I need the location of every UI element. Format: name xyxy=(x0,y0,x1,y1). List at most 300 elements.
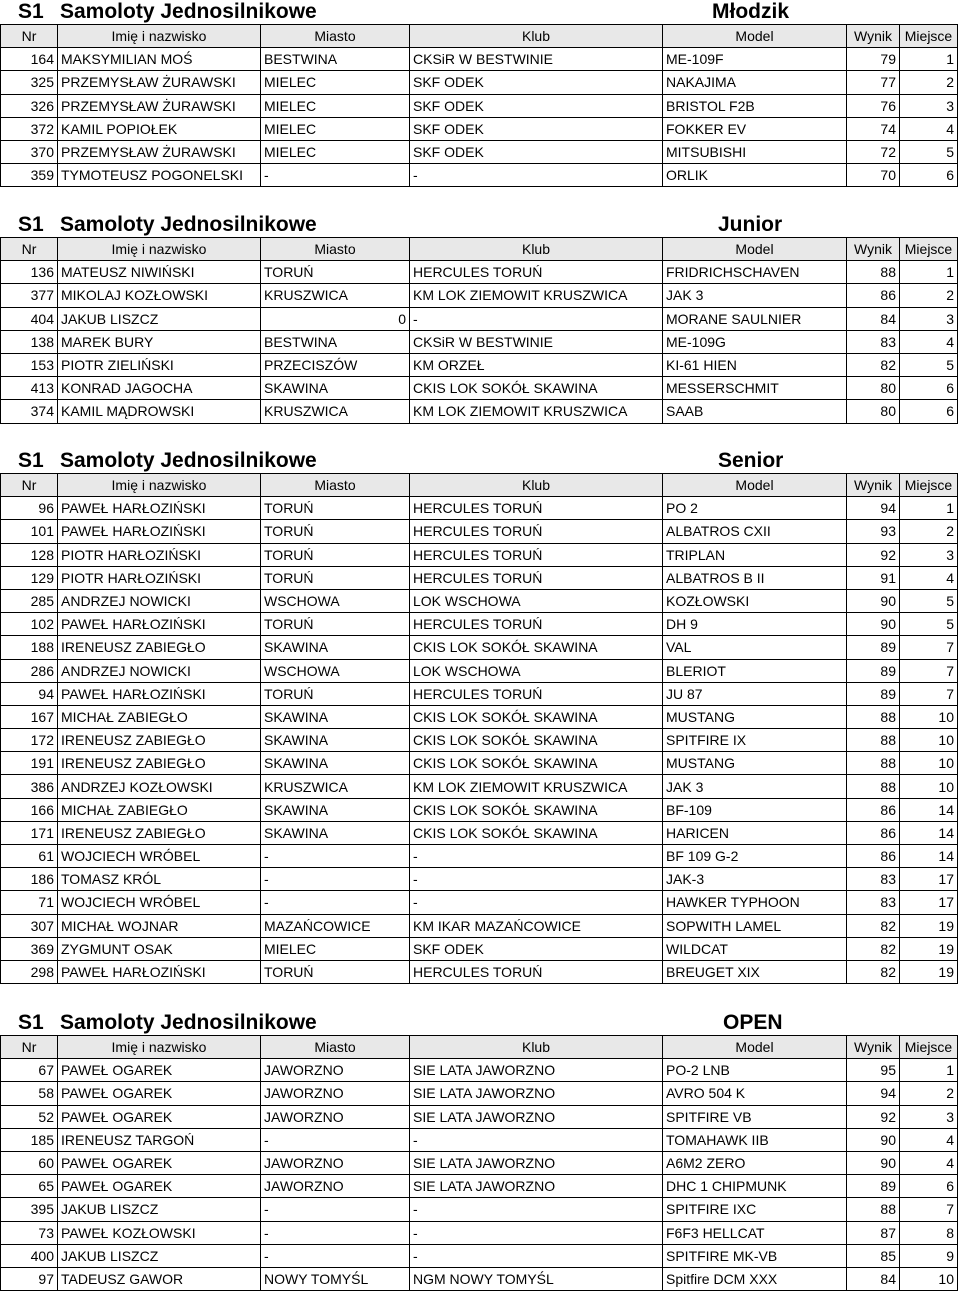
cell-city: SKAWINA xyxy=(261,729,410,752)
cell-result: 90 xyxy=(847,1128,900,1151)
cell-name: IRENEUSZ ZABIEGŁO xyxy=(58,821,261,844)
cell-city: MAZAŃCOWICE xyxy=(261,914,410,937)
cell-model: DHC 1 CHIPMUNK xyxy=(663,1175,847,1198)
cell-result: 89 xyxy=(847,659,900,682)
cell-nr: 129 xyxy=(1,566,58,589)
cell-name: ANDRZEJ NOWICKI xyxy=(58,659,261,682)
cell-club: KM LOK ZIEMOWIT KRUSZWICA xyxy=(410,400,663,423)
cell-model: SPITFIRE MK-VB xyxy=(663,1244,847,1267)
column-header-city: Miasto xyxy=(261,1036,410,1059)
results-table xyxy=(0,237,958,424)
cell-model: ALBATROS B II xyxy=(663,566,847,589)
cell-club: SKF ODEK xyxy=(410,94,663,117)
cell-name: PAWEŁ OGAREK xyxy=(58,1059,261,1082)
cell-place: 4 xyxy=(900,330,958,353)
cell-club: HERCULES TORUŃ xyxy=(410,543,663,566)
table-row xyxy=(1,1105,958,1128)
cell-name: JAKUB LISZCZ xyxy=(58,1198,261,1221)
cell-model: JAK 3 xyxy=(663,284,847,307)
cell-result: 82 xyxy=(847,914,900,937)
cell-result: 86 xyxy=(847,821,900,844)
cell-city: MIELEC xyxy=(261,71,410,94)
cell-club: SIE LATA JAWORZNO xyxy=(410,1082,663,1105)
cell-nr: 60 xyxy=(1,1151,58,1174)
cell-result: 86 xyxy=(847,798,900,821)
table-row xyxy=(1,613,958,636)
table-row xyxy=(1,1059,958,1082)
cell-name: MAREK BURY xyxy=(58,330,261,353)
cell-city: MIELEC xyxy=(261,937,410,960)
cell-place: 5 xyxy=(900,140,958,163)
cell-city: JAWORZNO xyxy=(261,1059,410,1082)
cell-place: 1 xyxy=(900,48,958,71)
table-header-row xyxy=(1,25,958,48)
cell-name: PRZEMYSŁAW ŻURAWSKI xyxy=(58,140,261,163)
column-header-club: Klub xyxy=(410,1036,663,1059)
cell-result: 84 xyxy=(847,307,900,330)
cell-club: KM IKAR MAZAŃCOWICE xyxy=(410,914,663,937)
column-header-city: Miasto xyxy=(261,238,410,261)
cell-nr: 58 xyxy=(1,1082,58,1105)
column-header-place: Miejsce xyxy=(900,25,958,48)
cell-nr: 71 xyxy=(1,891,58,914)
cell-model: DH 9 xyxy=(663,613,847,636)
cell-name: MATEUSZ NIWIŃSKI xyxy=(58,261,261,284)
cell-model: ME-109F xyxy=(663,48,847,71)
cell-club: - xyxy=(410,868,663,891)
cell-club: CKIS LOK SOKÓŁ SKAWINA xyxy=(410,729,663,752)
column-header-result: Wynik xyxy=(847,1036,900,1059)
cell-name: PAWEŁ HARŁOZIŃSKI xyxy=(58,520,261,543)
column-header-city: Miasto xyxy=(261,474,410,497)
cell-place: 6 xyxy=(900,164,958,187)
cell-club: CKIS LOK SOKÓŁ SKAWINA xyxy=(410,636,663,659)
cell-result: 88 xyxy=(847,775,900,798)
table-row xyxy=(1,71,958,94)
cell-city: TORUŃ xyxy=(261,497,410,520)
table-row xyxy=(1,164,958,187)
cell-result: 89 xyxy=(847,682,900,705)
table-row xyxy=(1,117,958,140)
cell-model: KI-61 HIEN xyxy=(663,353,847,376)
column-header-place: Miejsce xyxy=(900,1036,958,1059)
cell-name: PAWEŁ OGAREK xyxy=(58,1175,261,1198)
cell-result: 89 xyxy=(847,1175,900,1198)
section-title xyxy=(0,0,960,24)
cell-place: 5 xyxy=(900,589,958,612)
table-row xyxy=(1,798,958,821)
table-row xyxy=(1,307,958,330)
table-row xyxy=(1,261,958,284)
cell-result: 74 xyxy=(847,117,900,140)
cell-result: 90 xyxy=(847,613,900,636)
cell-nr: 136 xyxy=(1,261,58,284)
section-category: Junior xyxy=(718,213,783,236)
cell-nr: 286 xyxy=(1,659,58,682)
cell-result: 86 xyxy=(847,284,900,307)
table-row xyxy=(1,1221,958,1244)
cell-nr: 188 xyxy=(1,636,58,659)
cell-model: HARICEN xyxy=(663,821,847,844)
cell-name: PAWEŁ OGAREK xyxy=(58,1151,261,1174)
section-category: Młodzik xyxy=(712,0,789,23)
cell-nr: 52 xyxy=(1,1105,58,1128)
cell-model: ME-109G xyxy=(663,330,847,353)
cell-city: - xyxy=(261,1221,410,1244)
table-row xyxy=(1,729,958,752)
cell-nr: 128 xyxy=(1,543,58,566)
cell-place: 1 xyxy=(900,1059,958,1082)
table-row xyxy=(1,566,958,589)
cell-place: 19 xyxy=(900,937,958,960)
cell-nr: 172 xyxy=(1,729,58,752)
cell-nr: 102 xyxy=(1,613,58,636)
cell-result: 83 xyxy=(847,868,900,891)
cell-nr: 186 xyxy=(1,868,58,891)
cell-nr: 65 xyxy=(1,1175,58,1198)
cell-nr: 395 xyxy=(1,1198,58,1221)
cell-nr: 374 xyxy=(1,400,58,423)
column-header-result: Wynik xyxy=(847,474,900,497)
cell-result: 95 xyxy=(847,1059,900,1082)
cell-model: MITSUBISHI xyxy=(663,140,847,163)
table-row xyxy=(1,1082,958,1105)
column-header-place: Miejsce xyxy=(900,474,958,497)
cell-city: TORUŃ xyxy=(261,566,410,589)
cell-model: PO 2 xyxy=(663,497,847,520)
cell-model: MUSTANG xyxy=(663,752,847,775)
cell-name: MICHAŁ ZABIEGŁO xyxy=(58,705,261,728)
cell-nr: 166 xyxy=(1,798,58,821)
table-header-row xyxy=(1,1036,958,1059)
cell-model: KOZŁOWSKI xyxy=(663,589,847,612)
cell-city: JAWORZNO xyxy=(261,1105,410,1128)
cell-name: PAWEŁ HARŁOZIŃSKI xyxy=(58,682,261,705)
section-code: S1 xyxy=(18,1011,44,1034)
cell-nr: 404 xyxy=(1,307,58,330)
section-code: S1 xyxy=(18,0,44,23)
table-header-row xyxy=(1,474,958,497)
cell-nr: 138 xyxy=(1,330,58,353)
cell-place: 7 xyxy=(900,682,958,705)
column-header-model: Model xyxy=(663,1036,847,1059)
cell-model: BLERIOT xyxy=(663,659,847,682)
table-row xyxy=(1,48,958,71)
cell-model: JU 87 xyxy=(663,682,847,705)
cell-city: KRUSZWICA xyxy=(261,775,410,798)
cell-nr: 94 xyxy=(1,682,58,705)
cell-name: ANDRZEJ NOWICKI xyxy=(58,589,261,612)
cell-club: CKSiR W BESTWINIE xyxy=(410,330,663,353)
cell-city: TORUŃ xyxy=(261,613,410,636)
table-row xyxy=(1,775,958,798)
column-header-model: Model xyxy=(663,238,847,261)
cell-club: - xyxy=(410,164,663,187)
column-header-nr: Nr xyxy=(1,238,58,261)
cell-place: 3 xyxy=(900,1105,958,1128)
cell-city: - xyxy=(261,891,410,914)
cell-club: SKF ODEK xyxy=(410,117,663,140)
table-row xyxy=(1,1267,958,1290)
cell-result: 70 xyxy=(847,164,900,187)
table-row xyxy=(1,937,958,960)
cell-model: SOPWITH LAMEL xyxy=(663,914,847,937)
cell-nr: 171 xyxy=(1,821,58,844)
cell-city: JAWORZNO xyxy=(261,1175,410,1198)
cell-nr: 97 xyxy=(1,1267,58,1290)
table-row xyxy=(1,1198,958,1221)
cell-city: TORUŃ xyxy=(261,960,410,983)
cell-city: KRUSZWICA xyxy=(261,284,410,307)
cell-city: JAWORZNO xyxy=(261,1082,410,1105)
table-row xyxy=(1,821,958,844)
table-row xyxy=(1,659,958,682)
cell-city: PRZECISZÓW xyxy=(261,353,410,376)
cell-nr: 191 xyxy=(1,752,58,775)
cell-club: HERCULES TORUŃ xyxy=(410,960,663,983)
cell-city: SKAWINA xyxy=(261,798,410,821)
column-header-model: Model xyxy=(663,474,847,497)
cell-model: PO-2 LNB xyxy=(663,1059,847,1082)
cell-model: BREUGET XIX xyxy=(663,960,847,983)
cell-result: 86 xyxy=(847,845,900,868)
cell-name: JAKUB LISZCZ xyxy=(58,307,261,330)
cell-result: 92 xyxy=(847,543,900,566)
cell-club: SIE LATA JAWORZNO xyxy=(410,1175,663,1198)
cell-model: AVRO 504 K xyxy=(663,1082,847,1105)
section-title xyxy=(0,1011,960,1035)
table-row xyxy=(1,960,958,983)
cell-nr: 326 xyxy=(1,94,58,117)
cell-result: 89 xyxy=(847,636,900,659)
cell-club: HERCULES TORUŃ xyxy=(410,566,663,589)
cell-result: 82 xyxy=(847,937,900,960)
cell-name: ZYGMUNT OSAK xyxy=(58,937,261,960)
cell-club: KM LOK ZIEMOWIT KRUSZWICA xyxy=(410,775,663,798)
cell-result: 87 xyxy=(847,1221,900,1244)
cell-nr: 325 xyxy=(1,71,58,94)
cell-club: KM LOK ZIEMOWIT KRUSZWICA xyxy=(410,284,663,307)
cell-model: A6M2 ZERO xyxy=(663,1151,847,1174)
cell-club: - xyxy=(410,1128,663,1151)
table-row xyxy=(1,868,958,891)
cell-place: 10 xyxy=(900,752,958,775)
cell-place: 4 xyxy=(900,1151,958,1174)
cell-club: CKIS LOK SOKÓŁ SKAWINA xyxy=(410,821,663,844)
cell-club: NGM NOWY TOMYŚL xyxy=(410,1267,663,1290)
table-row xyxy=(1,284,958,307)
cell-result: 82 xyxy=(847,353,900,376)
cell-nr: 153 xyxy=(1,353,58,376)
cell-name: ANDRZEJ KOZŁOWSKI xyxy=(58,775,261,798)
cell-result: 72 xyxy=(847,140,900,163)
cell-city: - xyxy=(261,1244,410,1267)
results-table xyxy=(0,473,958,984)
cell-nr: 164 xyxy=(1,48,58,71)
column-header-place: Miejsce xyxy=(900,238,958,261)
cell-place: 2 xyxy=(900,520,958,543)
cell-place: 2 xyxy=(900,1082,958,1105)
cell-place: 7 xyxy=(900,636,958,659)
cell-model: MORANE SAULNIER xyxy=(663,307,847,330)
cell-place: 19 xyxy=(900,960,958,983)
cell-place: 17 xyxy=(900,868,958,891)
section-code: S1 xyxy=(18,213,44,236)
cell-nr: 386 xyxy=(1,775,58,798)
cell-nr: 370 xyxy=(1,140,58,163)
cell-club: - xyxy=(410,1244,663,1267)
cell-nr: 285 xyxy=(1,589,58,612)
cell-nr: 369 xyxy=(1,937,58,960)
section-name: Samoloty Jednosilnikowe xyxy=(60,0,317,23)
cell-name: TOMASZ KRÓL xyxy=(58,868,261,891)
cell-city: - xyxy=(261,845,410,868)
table-row xyxy=(1,400,958,423)
cell-name: PAWEŁ KOZŁOWSKI xyxy=(58,1221,261,1244)
table-row xyxy=(1,752,958,775)
cell-club: SIE LATA JAWORZNO xyxy=(410,1151,663,1174)
cell-result: 93 xyxy=(847,520,900,543)
table-row xyxy=(1,636,958,659)
cell-city: BESTWINA xyxy=(261,48,410,71)
cell-place: 6 xyxy=(900,1175,958,1198)
cell-result: 91 xyxy=(847,566,900,589)
results-table xyxy=(0,24,958,187)
cell-city: MIELEC xyxy=(261,117,410,140)
cell-model: Spitfire DCM XXX xyxy=(663,1267,847,1290)
table-row xyxy=(1,353,958,376)
cell-place: 6 xyxy=(900,377,958,400)
column-header-result: Wynik xyxy=(847,25,900,48)
cell-city: NOWY TOMYŚL xyxy=(261,1267,410,1290)
table-row xyxy=(1,497,958,520)
section-code: S1 xyxy=(18,449,44,472)
cell-place: 10 xyxy=(900,775,958,798)
cell-city: SKAWINA xyxy=(261,821,410,844)
cell-result: 85 xyxy=(847,1244,900,1267)
cell-result: 88 xyxy=(847,261,900,284)
cell-place: 1 xyxy=(900,497,958,520)
table-row xyxy=(1,377,958,400)
cell-club: HERCULES TORUŃ xyxy=(410,520,663,543)
column-header-nr: Nr xyxy=(1,1036,58,1059)
column-header-club: Klub xyxy=(410,25,663,48)
table-row xyxy=(1,543,958,566)
cell-name: WOJCIECH WRÓBEL xyxy=(58,891,261,914)
table-header-row xyxy=(1,238,958,261)
table-row xyxy=(1,94,958,117)
cell-model: NAKAJIMA xyxy=(663,71,847,94)
cell-model: BF-109 xyxy=(663,798,847,821)
cell-model: SPITFIRE VB xyxy=(663,1105,847,1128)
cell-city: MIELEC xyxy=(261,94,410,117)
cell-name: PRZEMYSŁAW ŻURAWSKI xyxy=(58,71,261,94)
cell-nr: 359 xyxy=(1,164,58,187)
cell-model: SAAB xyxy=(663,400,847,423)
results-section xyxy=(0,449,960,984)
cell-nr: 372 xyxy=(1,117,58,140)
table-row xyxy=(1,914,958,937)
results-section xyxy=(0,0,960,187)
cell-place: 2 xyxy=(900,284,958,307)
cell-place: 4 xyxy=(900,566,958,589)
column-header-city: Miasto xyxy=(261,25,410,48)
table-row xyxy=(1,682,958,705)
cell-place: 4 xyxy=(900,1128,958,1151)
cell-name: IRENEUSZ ZABIEGŁO xyxy=(58,752,261,775)
cell-result: 90 xyxy=(847,1151,900,1174)
cell-club: - xyxy=(410,891,663,914)
cell-place: 3 xyxy=(900,543,958,566)
cell-name: PAWEŁ OGAREK xyxy=(58,1105,261,1128)
cell-club: - xyxy=(410,845,663,868)
column-header-club: Klub xyxy=(410,474,663,497)
cell-result: 84 xyxy=(847,1267,900,1290)
cell-place: 4 xyxy=(900,117,958,140)
cell-name: IRENEUSZ ZABIEGŁO xyxy=(58,729,261,752)
cell-city: WSCHOWA xyxy=(261,659,410,682)
cell-name: WOJCIECH WRÓBEL xyxy=(58,845,261,868)
results-table xyxy=(0,1035,958,1291)
cell-result: 82 xyxy=(847,960,900,983)
column-header-name: Imię i nazwisko xyxy=(58,474,261,497)
cell-club: SKF ODEK xyxy=(410,140,663,163)
cell-name: PAWEŁ HARŁOZIŃSKI xyxy=(58,960,261,983)
cell-model: BRISTOL F2B xyxy=(663,94,847,117)
cell-result: 88 xyxy=(847,1198,900,1221)
section-name: Samoloty Jednosilnikowe xyxy=(60,213,317,236)
cell-model: HAWKER TYPHOON xyxy=(663,891,847,914)
cell-club: CKIS LOK SOKÓŁ SKAWINA xyxy=(410,377,663,400)
cell-result: 76 xyxy=(847,94,900,117)
cell-result: 94 xyxy=(847,1082,900,1105)
cell-model: JAK 3 xyxy=(663,775,847,798)
cell-club: CKIS LOK SOKÓŁ SKAWINA xyxy=(410,752,663,775)
table-row xyxy=(1,140,958,163)
cell-name: IRENEUSZ TARGOŃ xyxy=(58,1128,261,1151)
cell-nr: 101 xyxy=(1,520,58,543)
cell-nr: 185 xyxy=(1,1128,58,1151)
cell-result: 80 xyxy=(847,377,900,400)
cell-model: BF 109 G-2 xyxy=(663,845,847,868)
cell-nr: 96 xyxy=(1,497,58,520)
column-header-nr: Nr xyxy=(1,474,58,497)
cell-place: 1 xyxy=(900,261,958,284)
cell-city: TORUŃ xyxy=(261,543,410,566)
cell-model: FOKKER EV xyxy=(663,117,847,140)
cell-name: MICHAŁ ZABIEGŁO xyxy=(58,798,261,821)
cell-place: 5 xyxy=(900,613,958,636)
cell-place: 10 xyxy=(900,705,958,728)
cell-model: TOMAHAWK IIB xyxy=(663,1128,847,1151)
cell-result: 83 xyxy=(847,330,900,353)
cell-name: KAMIL MĄDROWSKI xyxy=(58,400,261,423)
cell-model: MUSTANG xyxy=(663,705,847,728)
cell-city: 0 xyxy=(261,307,410,330)
cell-place: 14 xyxy=(900,845,958,868)
cell-city: KRUSZWICA xyxy=(261,400,410,423)
cell-place: 10 xyxy=(900,1267,958,1290)
column-header-name: Imię i nazwisko xyxy=(58,25,261,48)
cell-city: TORUŃ xyxy=(261,261,410,284)
cell-model: TRIPLAN xyxy=(663,543,847,566)
cell-model: SPITFIRE IXC xyxy=(663,1198,847,1221)
cell-city: TORUŃ xyxy=(261,682,410,705)
cell-place: 17 xyxy=(900,891,958,914)
section-title xyxy=(0,449,960,473)
cell-name: PIOTR HARŁOZIŃSKI xyxy=(58,543,261,566)
cell-city: SKAWINA xyxy=(261,636,410,659)
